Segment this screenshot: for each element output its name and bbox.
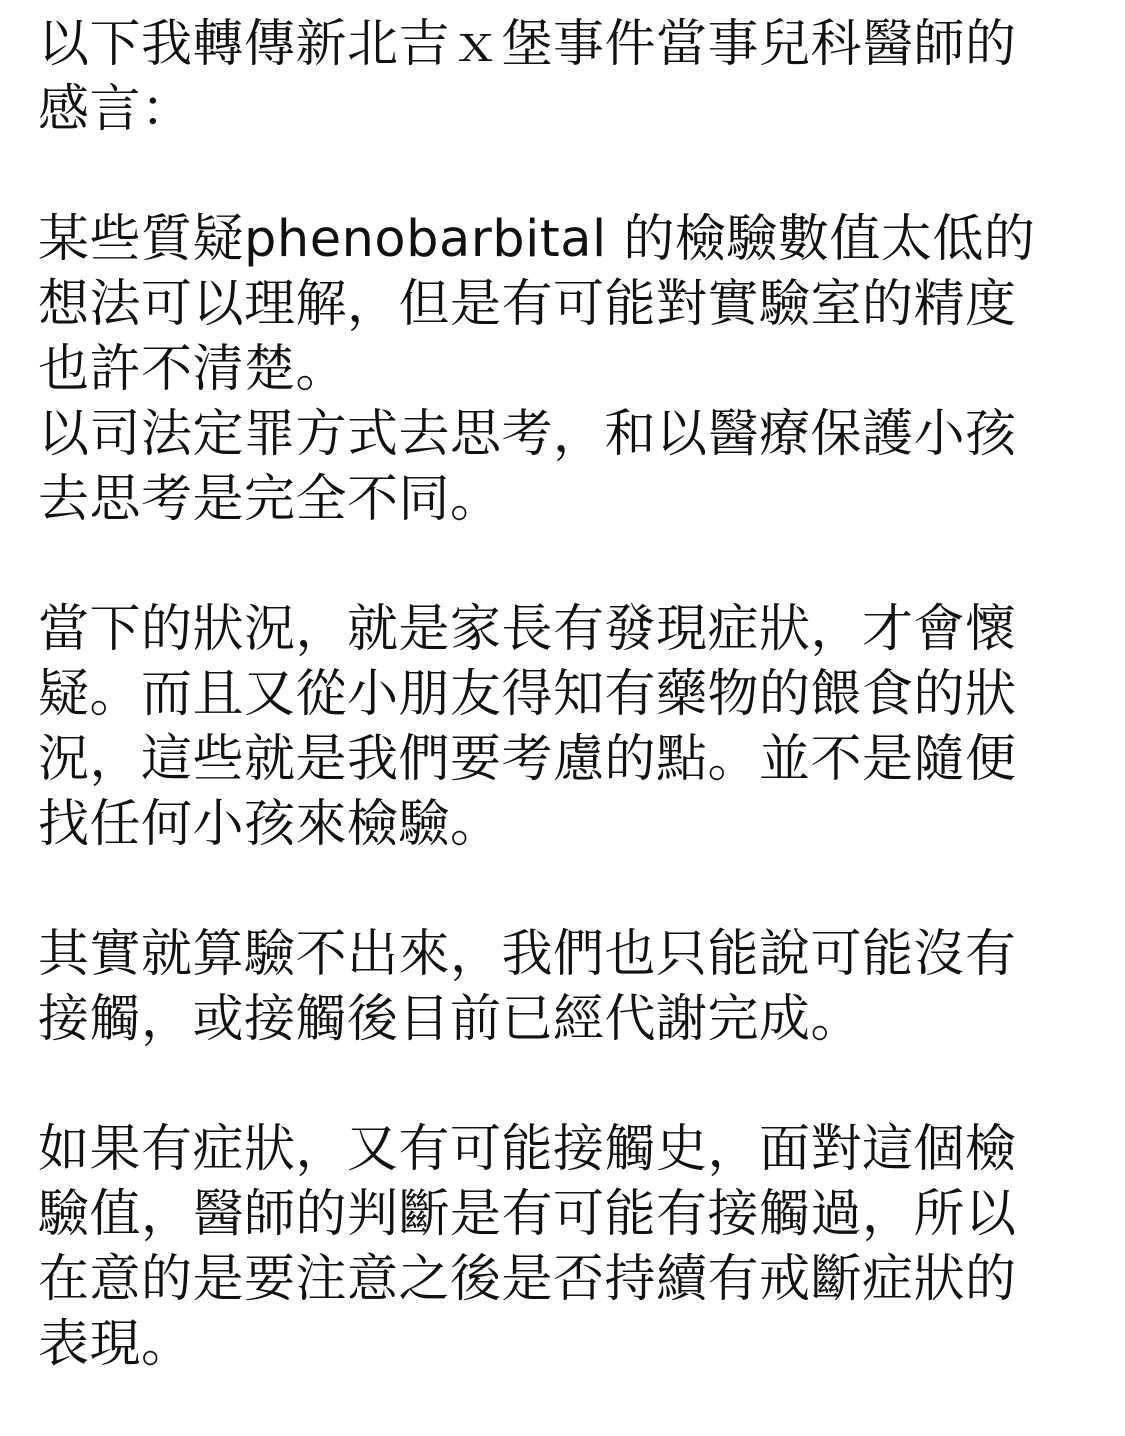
text-line: 如果有症狀，又有可能接觸史，面對這個檢 <box>38 1120 1017 1179</box>
text-line: 表現。 <box>38 1315 193 1374</box>
text-line: 況，這些就是我們要考慮的點。並不是隨便 <box>38 730 1017 789</box>
paragraph-symptoms <box>38 1117 1087 1377</box>
text-line: 某些質疑phenobarbital 的檢驗數值太低的 <box>38 210 1036 269</box>
text-line: 也許不清楚。 <box>38 340 348 399</box>
paragraph-intro <box>38 12 1087 142</box>
paragraph-undetected <box>38 922 1087 1052</box>
text-line: 感言： <box>38 80 193 139</box>
text-line: 以司法定罪方式去思考，和以醫療保護小孩 <box>38 405 1017 464</box>
paragraph-lab-precision <box>38 207 1087 532</box>
text-line: 在意的是要注意之後是否持續有戒斷症狀的 <box>38 1250 1017 1309</box>
text-line: 去思考是完全不同。 <box>38 470 502 529</box>
text-line: 接觸，或接觸後目前已經代謝完成。 <box>38 990 863 1049</box>
paragraph-situation <box>38 597 1087 857</box>
text-line: 想法可以理解，但是有可能對實驗室的精度 <box>38 275 1017 334</box>
text-line: 驗值，醫師的判斷是有可能有接觸過，所以 <box>38 1185 1017 1244</box>
text-line: 以下我轉傳新北吉ｘ堡事件當事兒科醫師的 <box>38 15 1017 74</box>
text-line: 找任何小孩來檢驗。 <box>38 795 502 854</box>
text-line: 疑。而且又從小朋友得知有藥物的餵食的狀 <box>38 665 1017 724</box>
text-line: 當下的狀況，就是家長有發現症狀，才會懷 <box>38 600 1017 659</box>
text-line: 其實就算驗不出來，我們也只能說可能沒有 <box>38 925 1017 984</box>
